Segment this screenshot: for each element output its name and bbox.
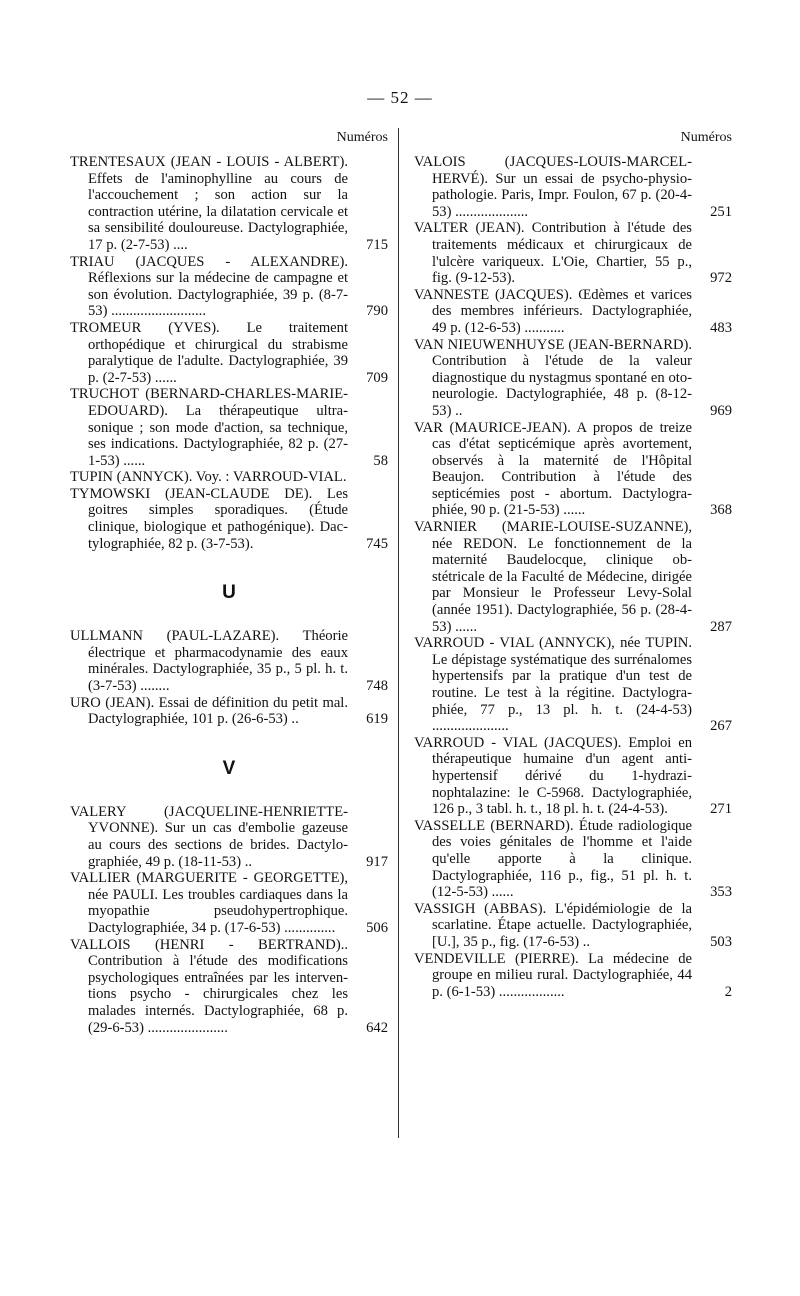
entry-text: TUPIN (ANNYCK). Voy. : VARROUD-VIAL. (70, 469, 347, 486)
index-entry (70, 695, 388, 728)
entry-text: VALERY (JACQUELINE-HENRIETTE-YVONNE). Sur un cas d'embolie gazeuse au cours des sections de brides. Dactylographiée, 49 p. (18-11-53) .. (70, 803, 348, 870)
entry-text: VARROUD - VIAL (JACQUES). Emploi en thérapeutique humaine d'un agent anti-hypertensif dérivé du 1-hydrazinophtalazine: le C-5968. Dactylographiée, 126 p., 3 tabl. h. t., 18 pl. h. t. (24-4-53). (414, 734, 692, 818)
entry-text: VALLIER (MARGUERITE - GEORGETTE), née PAULI. Les troubles cardiaques dans la myopathie pseudohypertrophique. Dactylographiée, 34 p. (17-6-53) .............. (70, 870, 348, 936)
left-column-header: Numéros (336, 130, 388, 145)
entry-text: VASSIGH (ABBAS). L'épidémiologie de la scarlatine. Étape actuelle. Dactylographiée, [U.], 35 p., fig. (17-6-53) .. (414, 900, 692, 950)
entry-number: 715 (366, 236, 388, 253)
left-entries-t (70, 154, 388, 552)
entry-number: 2 (724, 983, 732, 1000)
entry-number: 790 (366, 303, 388, 320)
index-entry (70, 804, 388, 870)
index-entry (414, 735, 732, 818)
left-entries-u (70, 628, 388, 728)
index-entry (70, 937, 388, 1037)
entry-text: VARROUD - VIAL (ANNYCK), née TUPIN. Le dépistage systématique des surrénalomes hypertensifs par la pratique d'un test de routine. Le test à la régitine. Dactylographiée, 77 p., 13 pl. h. t. (24-4-53) ..................... (414, 635, 692, 735)
entry-number: 619 (366, 711, 388, 728)
entry-text: TRUCHOT (BERNARD-CHARLES-MARIE-EDOUARD). La thérapeutique ultra-sonique ; son mode d'action, sa technique, ses indications. Dactylographiée, 82 p. (27-1-53) ...... (70, 386, 348, 469)
left-entries-v (70, 804, 388, 1036)
entry-number: 287 (710, 618, 732, 635)
entry-number: 271 (710, 801, 732, 818)
entry-number: 745 (366, 535, 388, 552)
entry-text: TYMOWSKI (JEAN-CLAUDE DE). Les goitres simples sporadiques. (Étude clinique, biologique et pathogénique). Dactylographiée, 82 p. (3-7-53). (70, 485, 348, 552)
index-entry (414, 951, 732, 1001)
entry-text: VALTER (JEAN). Contribution à l'étude des traitements médicaux et chirurgicaux de l'ulcère variqueux. L'Oie, Chartier, 55 p., fig. (9-12-53). (414, 220, 692, 287)
index-entry (70, 386, 388, 469)
index-entry (70, 469, 388, 486)
entry-text: VANNESTE (JACQUES). Œdèmes et varices des membres inférieurs. Dactylographiée, 49 p. (12-6-53) ........... (414, 286, 692, 336)
entry-number: 267 (710, 718, 732, 735)
entry-number: 969 (710, 402, 732, 419)
right-entries (414, 154, 732, 1000)
entry-number: 709 (366, 369, 388, 386)
index-entry (414, 818, 732, 901)
section-letter-v: V (222, 757, 236, 779)
entry-text: VALOIS (JACQUES-LOUIS-MARCEL-HERVÉ). Sur un essai de psycho-physio-pathologie. Paris, Impr. Foulon, 67 p. (20-4-53) .................... (414, 154, 692, 220)
index-entry (414, 420, 732, 520)
left-column (70, 130, 388, 1036)
right-column (414, 130, 732, 1000)
entry-number: 503 (710, 933, 732, 950)
index-entry (414, 635, 732, 735)
entry-number: 368 (710, 502, 732, 519)
entry-number: 748 (366, 678, 388, 695)
entry-text: VAN NIEUWENHUYSE (JEAN-BERNARD). Contribution à l'étude de la valeur diagnostique du nystagmus spontané en oto-neurologie. Dactylographiée, 48 p. (8-12-53) .. (414, 336, 692, 419)
right-column-header: Numéros (680, 130, 732, 145)
column-divider (398, 128, 399, 1138)
index-entry (70, 320, 388, 386)
entry-number: 353 (710, 884, 732, 901)
entry-text: VARNIER (MARIE-LOUISE-SUZANNE), née REDON. Le fonctionnement de la maternité Baudelocque, clinique obstétricale de la Faculté de Médecine, dirigée par Monsieur le Professeur Levy-Solal (année 1951). Dactylographiée, 56 p. (28-4-53) ...... (414, 519, 692, 635)
index-entry (414, 220, 732, 286)
entry-text: URO (JEAN). Essai de définition du petit mal. Dactylographiée, 101 p. (26-6-53) .. (70, 694, 348, 728)
entry-text: VALLOIS (HENRI - BERTRAND).. Contribution à l'étude des modifications psychologiques entraînées par les interventions psycho - chirurgicales chez les malades internés. Dactylographiée, 68 p. (29-6-53) ...................... (70, 936, 348, 1036)
entry-number: 483 (710, 319, 732, 336)
index-entry (414, 287, 732, 337)
index-entry (70, 154, 388, 254)
entry-text: VAR (MAURICE-JEAN). A propos de treize cas d'état septicémique après avortement, observés à la maternité de l'Hôpital Beaujon. Contribution à l'étude des septicémies post - abortum. Dactylographiée, 90 p. (21-5-53) ...... (414, 419, 692, 519)
entry-text: VASSELLE (BERNARD). Étude radiologique des voies génitales de l'homme et l'aide qu'elle apporte à la clinique. Dactylographiée, 116 p., fig., 51 pl. h. t. (12-5-53) ...... (414, 817, 692, 901)
index-entry (70, 486, 388, 552)
entry-text: ULLMANN (PAUL-LAZARE). Théorie électrique et pharmacodynamie des eaux minérales. Dactylographiée, 35 p., 5 pl. h. t. (3-7-53) ........ (70, 628, 348, 695)
section-letter-u: U (222, 582, 236, 604)
entry-number: 506 (366, 919, 388, 936)
index-entry (70, 870, 388, 936)
entry-text: TRENTESAUX (JEAN - LOUIS - ALBERT). Effets de l'aminophylline au cours de l'accouchement ; son action sur la contraction utérine, la dilatation cervicale et sa sensibilité douloureuse. Dactylographiée, 17 p. (2-7-53) .... (70, 154, 348, 253)
page-number: — 52 — (367, 88, 433, 107)
index-entry (414, 901, 732, 951)
entry-number: 972 (710, 270, 732, 287)
index-entry (70, 254, 388, 320)
entry-number: 58 (373, 452, 388, 469)
index-entry (414, 154, 732, 220)
entry-number: 251 (710, 203, 732, 220)
entry-number: 642 (366, 1019, 388, 1036)
entry-text: TRIAU (JACQUES - ALEXANDRE). Réflexions sur la médecine de campagne et son évolution. Dactylographiée, 39 p. (8-7-53) .......................... (70, 253, 348, 320)
entry-number: 917 (366, 853, 388, 870)
entry-text: VENDEVILLE (PIERRE). La médecine de groupe en milieu rural. Dactylographiée, 44 p. (6-1-53) .................. (414, 950, 692, 1000)
index-entry (414, 519, 732, 635)
entry-text: TROMEUR (YVES). Le traitement orthopédique et chirurgical du strabisme paralytique de l'adulte. Dactylographiée, 39 p. (2-7-53) ...... (70, 319, 348, 386)
index-entry (414, 337, 732, 420)
index-entry (70, 628, 388, 694)
